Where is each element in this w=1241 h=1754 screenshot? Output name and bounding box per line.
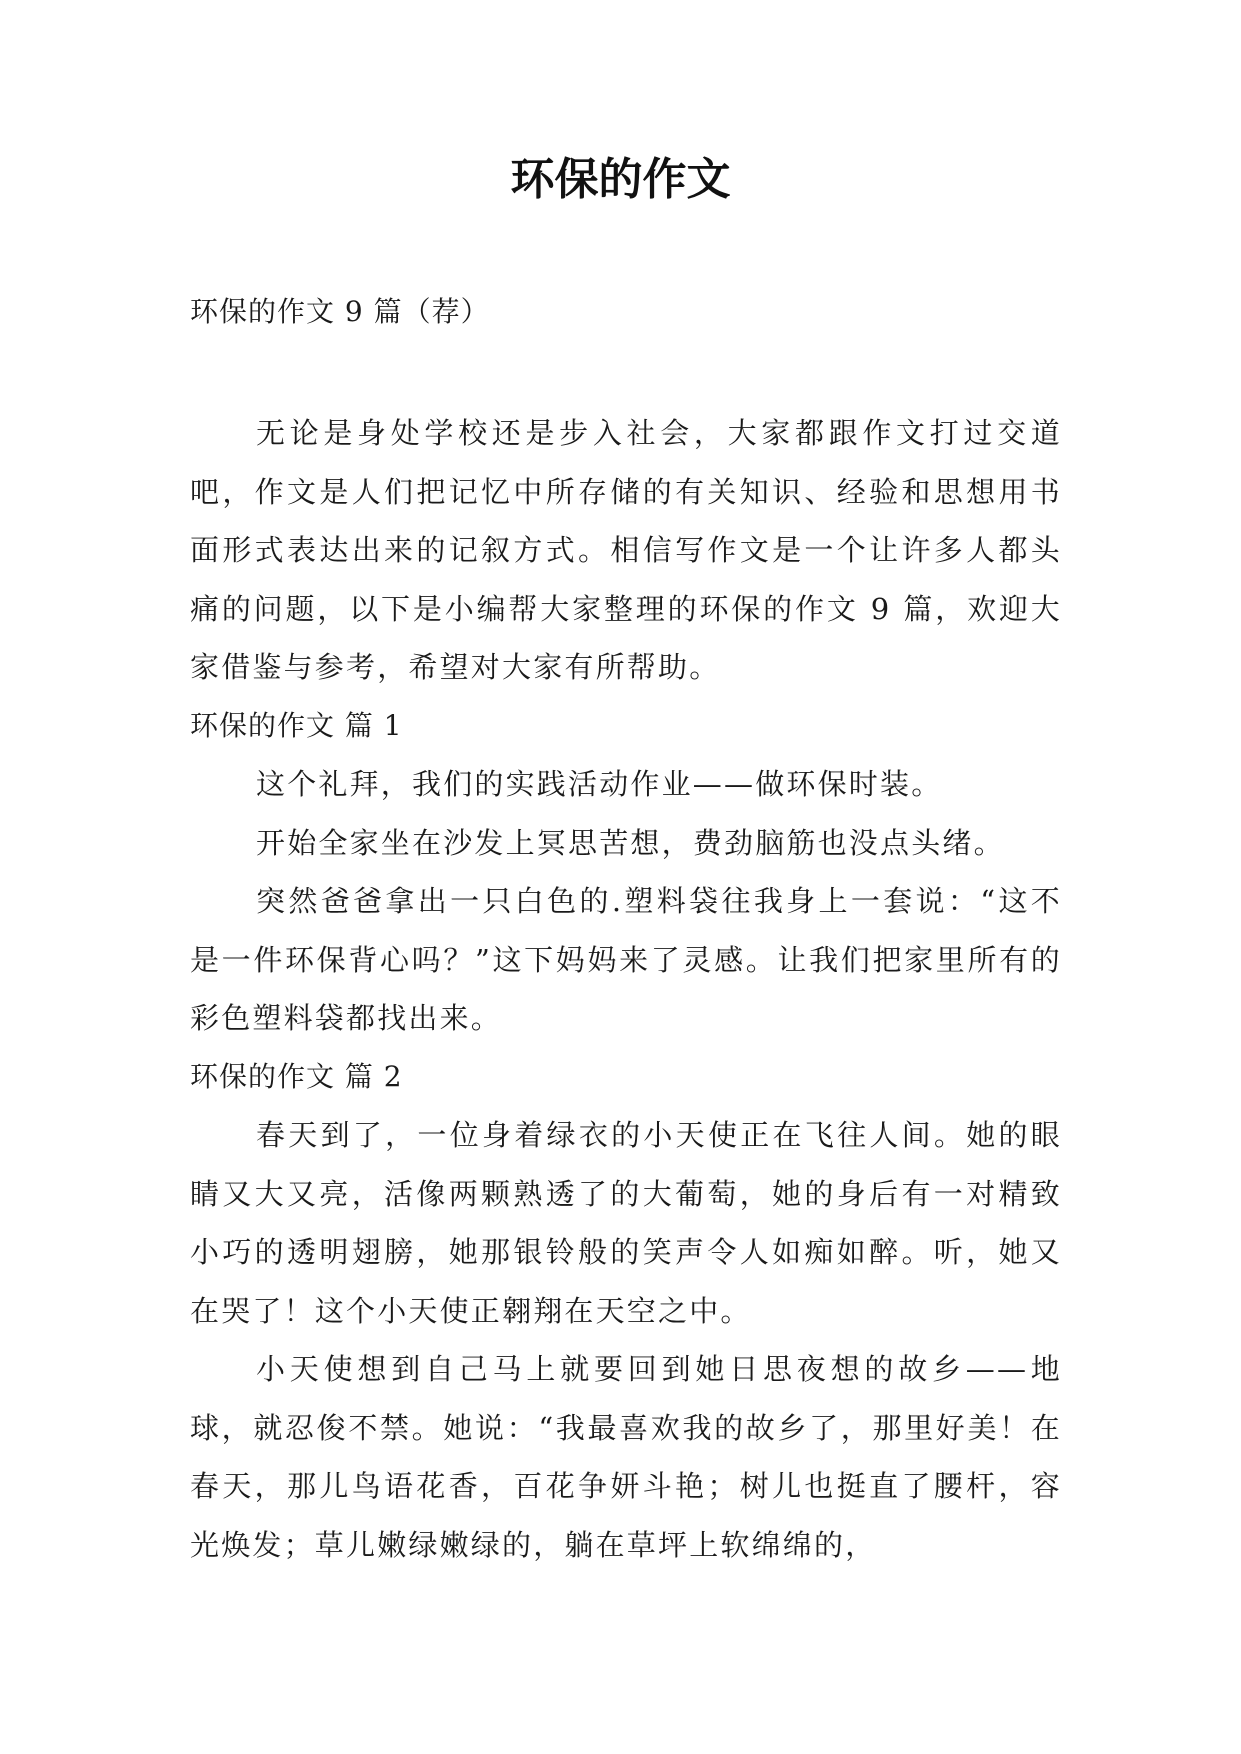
intro-paragraph: 无论是身处学校还是步入社会，大家都跟作文打过交道吧，作文是人们把记忆中所存储的有关知识、经验和思想用书面形式表达出来的记叙方式。相信写作文是一个让许多人都头痛的问题，以下是小编帮大家整理的环保的作文 9 篇，欢迎大家借鉴与参考，希望对大家有所帮助。 [190, 416, 1062, 684]
document-subtitle: 环保的作文 9 篇（荐） [190, 295, 490, 328]
section-1-paragraph: 开始全家坐在沙发上冥思苦想，费劲脑筋也没点头绪。 [256, 825, 1005, 860]
section-heading-1: 环保的作文 篇 1 [190, 708, 403, 742]
section-1-paragraph: 这个礼拜，我们的实践活动作业——做环保时装。 [256, 767, 943, 801]
document-body [190, 404, 1062, 1574]
page-title: 环保的作文 [510, 154, 731, 205]
section-1-paragraph: 突然爸爸拿出一只白色的.塑料袋往我身上一套说：“这不是一件环保背心吗？”这下妈妈来了灵感。让我们把家里所有的彩色塑料袋都找出来。 [190, 884, 1062, 1035]
section-2-paragraph: 小天使想到自己马上就要回到她日思夜想的故乡——地球，就忍俊不禁。她说：“我最喜欢我的故乡了，那里好美！在春天，那儿鸟语花香，百花争妍斗艳；树儿也挺直了腰杆，容光焕发；草儿嫩绿嫩绿的，躺在草坪上软绵绵的， [190, 1352, 1062, 1562]
section-2-paragraph: 春天到了，一位身着绿衣的小天使正在飞往人间。她的眼睛又大又亮，活像两颗熟透了的大葡萄，她的身后有一对精致小巧的透明翅膀，她那银铃般的笑声令人如痴如醉。听，她又在哭了！这个小天使正翱翔在天空之中。 [190, 1118, 1062, 1328]
section-heading-2: 环保的作文 篇 2 [190, 1059, 403, 1093]
